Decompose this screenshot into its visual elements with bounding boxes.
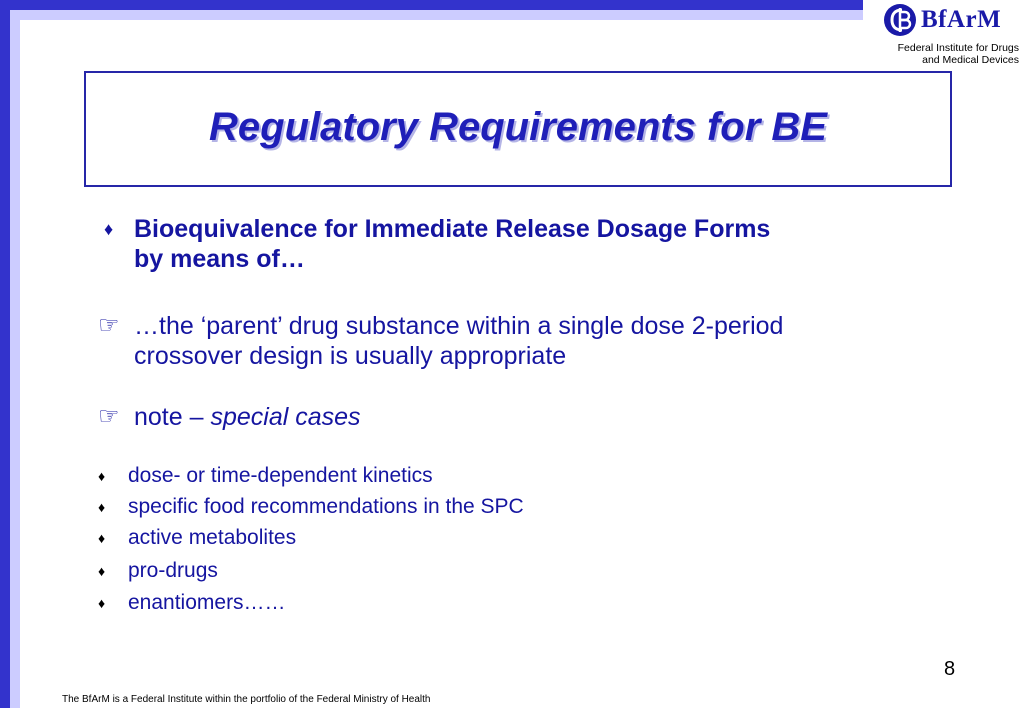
title-frame [84, 71, 952, 187]
pointing-hand-icon: ☞ [98, 403, 120, 430]
slide-title: Regulatory Requirements for BE [209, 104, 827, 149]
point2-prefix: note – [134, 403, 211, 431]
logo-subtitle-line1: Federal Institute for Drugs [897, 42, 1019, 54]
point2-text [134, 402, 361, 432]
pointer-bullet-parent-drug [98, 311, 958, 371]
list-item [98, 462, 433, 490]
main-bullet [104, 214, 964, 274]
point2-emphasis: special cases [210, 403, 361, 431]
list-item [98, 557, 218, 585]
diamond-bullet-icon: ♦ [98, 595, 106, 611]
bfarm-emblem-icon [883, 3, 917, 37]
main-bullet-text [134, 214, 770, 274]
pointing-hand-icon: ☞ [98, 312, 120, 339]
diamond-bullet-icon: ♦ [98, 499, 106, 515]
list-item [98, 493, 524, 521]
list-item-text: specific food recommendations in the SPC [128, 495, 524, 518]
diamond-bullet-icon: ♦ [98, 468, 106, 484]
diamond-bullet-icon: ♦ [104, 219, 114, 239]
point1-line2: crossover design is usually appropriate [134, 342, 567, 370]
logo-block [863, 0, 1023, 66]
list-item-text: pro-drugs [128, 559, 218, 582]
left-accent-band [0, 0, 10, 708]
pointer-bullet-special-cases [98, 402, 958, 432]
list-item [98, 589, 286, 617]
diamond-bullet-icon: ♦ [98, 563, 106, 579]
logo-subtitle-line2: and Medical Devices [922, 54, 1019, 66]
left-light-stripe [10, 10, 20, 708]
main-bullet-line1: Bioequivalence for Immediate Release Dosage Forms [134, 215, 771, 243]
point1-text [134, 311, 783, 371]
page-number: 8 [944, 658, 956, 680]
list-item-text: dose- or time-dependent kinetics [128, 464, 433, 487]
logo-subtitle [898, 42, 1019, 66]
diamond-bullet-icon: ♦ [98, 530, 106, 546]
list-item-text: enantiomers…… [128, 591, 286, 614]
main-bullet-line2: by means of… [134, 245, 305, 273]
list-item [98, 524, 296, 552]
point1-line1: …the ‘parent’ drug substance within a single dose 2-period [134, 312, 784, 340]
logo-wordmark: BfArM [921, 6, 1002, 33]
list-item-text: active metabolites [128, 526, 297, 549]
footer-note: The BfArM is a Federal Institute within the portfolio of the Federal Ministry of Health [62, 694, 431, 705]
